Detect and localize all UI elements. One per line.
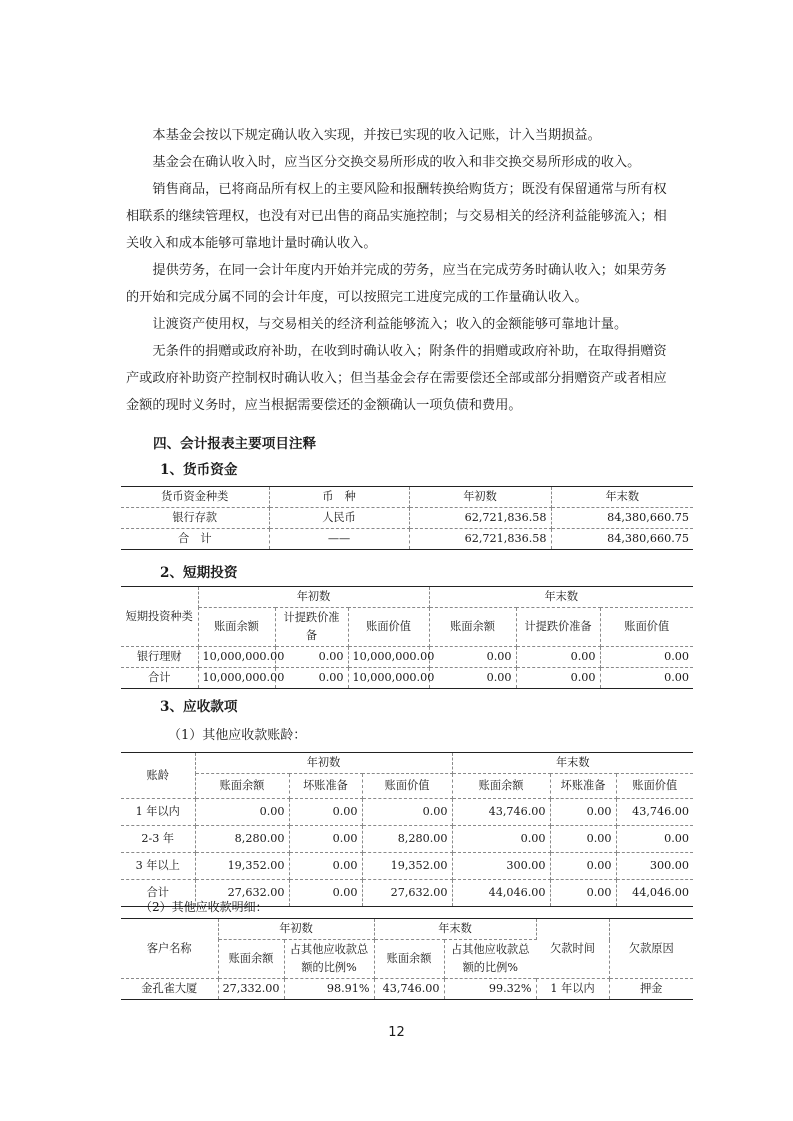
table-row [121, 979, 693, 1000]
table-header-row [121, 919, 693, 940]
receivable-heading: 3、应收款项 [160, 699, 238, 715]
table-cell: 合 计 [121, 529, 269, 550]
header-cell: 账龄 [121, 753, 195, 799]
header-cell: 欠款原因 [609, 919, 693, 979]
table-cell: 8,280.00 [362, 826, 452, 853]
table-cell: 0.00 [600, 647, 693, 668]
header-cell: 账面价值 [348, 608, 429, 647]
header-cell: 年初数 [198, 587, 429, 608]
header-cell: 货币资金种类 [121, 487, 269, 508]
paragraph-revenue-recognition: 本基金会按以下规定确认收入实现，并按已实现的收入记账，计入当期损益。 [152, 128, 601, 143]
table-cell: 0.00 [516, 668, 600, 689]
table-row [121, 799, 693, 826]
short-investment-table [121, 586, 693, 689]
table-cell: 0.00 [362, 799, 452, 826]
table-cell: 合计 [121, 880, 195, 907]
paragraph-exchange-distinction: 基金会在确认收入时，应当区分交换交易所形成的收入和非交换交易所形成的收入。 [152, 155, 641, 170]
table-cell: 98.91% [284, 979, 374, 1000]
header-cell: 年初数 [409, 487, 551, 508]
header-cell: 年初数 [218, 919, 374, 940]
header-cell: 账面价值 [362, 774, 452, 799]
table-cell: 银行存款 [121, 508, 269, 529]
paragraph-sales: 销售商品，已将商品所有权上的主要风险和报酬转换给购货方；既没有保留通常与所有权相联系的继续管理权，也没有对已出售的商品实施控制；与交易相关的经济利益能够流入；相关收入和成本能够可靠地计量时确认收入。 [126, 182, 667, 251]
cash-table [121, 486, 693, 550]
table-cell: 1 年以内 [536, 979, 609, 1000]
aging-subheading: （1）其他应收款账龄： [168, 728, 307, 743]
cash-heading: 1、货币资金 [160, 462, 238, 478]
table-cell: 1 年以内 [121, 799, 195, 826]
table-cell: 人民币 [269, 508, 409, 529]
header-cell: 短期投资种类 [121, 587, 198, 647]
table-cell: 84,380,660.75 [551, 529, 693, 550]
table-cell: 金孔雀大厦 [121, 979, 218, 1000]
table-cell: 0.00 [429, 668, 516, 689]
table-cell: 0.00 [429, 647, 516, 668]
table-cell: 0.00 [289, 880, 362, 907]
header-cell: 年初数 [195, 753, 452, 774]
table-cell: 2-3 年 [121, 826, 195, 853]
table-cell: 0.00 [516, 647, 600, 668]
header-cell: 坏账准备 [550, 774, 616, 799]
table-cell: 0.00 [600, 668, 693, 689]
table-cell: 84,380,660.75 [551, 508, 693, 529]
table-row [121, 853, 693, 880]
table-row [121, 826, 693, 853]
table-row [121, 668, 693, 689]
header-cell: 欠款时间 [536, 919, 609, 979]
header-cell: 账面价值 [600, 608, 693, 647]
header-cell: 账面余额 [452, 774, 550, 799]
table-header-row [121, 487, 693, 508]
header-cell: 占其他应收款总额的比例% [284, 940, 374, 979]
header-cell: 客户名称 [121, 919, 218, 979]
table-cell: 0.00 [275, 647, 348, 668]
header-cell: 年末数 [374, 919, 536, 940]
header-cell: 账面余额 [195, 774, 289, 799]
short-investment-heading: 2、短期投资 [160, 565, 238, 581]
table-header-row [121, 587, 693, 608]
table-cell: 27,332.00 [218, 979, 284, 1000]
table-cell: 62,721,836.58 [409, 529, 551, 550]
table-header-row [121, 608, 693, 647]
header-cell: 账面余额 [429, 608, 516, 647]
table-cell: 0.00 [550, 799, 616, 826]
table-cell: 0.00 [616, 826, 693, 853]
table-cell: 10,000,000.00 [198, 647, 275, 668]
table-cell: 押金 [609, 979, 693, 1000]
header-cell: 币 种 [269, 487, 409, 508]
table-cell: 0.00 [550, 853, 616, 880]
paragraph-donations: 无条件的捐赠或政府补助，在收到时确认收入；附条件的捐赠或政府补助，在取得捐赠资产或政府补助资产控制权时确认收入；但当基金会存在需要偿还全部或部分捐赠资产或者相应金额的现时义务时，应当根据需要偿还的金额确认一项负债和费用。 [126, 344, 667, 413]
table-header-row [121, 774, 693, 799]
header-cell: 计提跌价准备 [275, 608, 348, 647]
header-cell: 账面余额 [198, 608, 275, 647]
table-row [121, 647, 693, 668]
table-cell: 0.00 [275, 668, 348, 689]
header-cell: 坏账准备 [289, 774, 362, 799]
table-cell: 27,632.00 [362, 880, 452, 907]
table-cell: 10,000,000.00 [348, 668, 429, 689]
header-cell: 年末数 [429, 587, 693, 608]
paragraph-services: 提供劳务，在同一会计年度内开始并完成的劳务，应当在完成劳务时确认收入；如果劳务的开始和完成分属不同的会计年度，可以按照完工进度完成的工作量确认收入。 [126, 263, 667, 305]
table-cell: 8,280.00 [195, 826, 289, 853]
header-cell: 年末数 [551, 487, 693, 508]
table-cell: 0.00 [452, 826, 550, 853]
receivable-detail-table [121, 918, 693, 1000]
table-row [121, 508, 693, 529]
table-cell: 合计 [121, 668, 198, 689]
header-cell: 账面余额 [374, 940, 444, 979]
table-cell: 300.00 [616, 853, 693, 880]
header-cell: 账面余额 [218, 940, 284, 979]
header-cell: 占其他应收款总额的比例% [444, 940, 536, 979]
paragraph-asset-use: 让渡资产使用权，与交易相关的经济利益能够流入；收入的金额能够可靠地计量。 [152, 317, 628, 332]
table-cell: 19,352.00 [195, 853, 289, 880]
header-cell: 账面价值 [616, 774, 693, 799]
table-cell: 0.00 [289, 853, 362, 880]
detail-subheading: （2）其他应收款明细： [140, 900, 268, 914]
table-cell: 62,721,836.58 [409, 508, 551, 529]
table-cell: 银行理财 [121, 647, 198, 668]
table-cell: 10,000,000.00 [348, 647, 429, 668]
table-cell: 3 年以上 [121, 853, 195, 880]
page-number: 12 [388, 1025, 405, 1040]
header-cell: 年末数 [452, 753, 693, 774]
table-cell: 44,046.00 [452, 880, 550, 907]
table-cell: 99.32% [444, 979, 536, 1000]
section-heading: 四、会计报表主要项目注释 [153, 436, 317, 452]
table-cell: 19,352.00 [362, 853, 452, 880]
header-cell: 计提跌价准备 [516, 608, 600, 647]
table-cell: 43,746.00 [452, 799, 550, 826]
receivable-aging-table [121, 752, 693, 907]
table-header-row [121, 753, 693, 774]
table-row [121, 529, 693, 550]
table-cell: 27,632.00 [195, 880, 289, 907]
table-cell: 0.00 [289, 799, 362, 826]
table-cell: 0.00 [195, 799, 289, 826]
table-cell: 0.00 [550, 880, 616, 907]
table-cell: 44,046.00 [616, 880, 693, 907]
table-cell: —— [269, 529, 409, 550]
table-cell: 0.00 [289, 826, 362, 853]
table-cell: 0.00 [550, 826, 616, 853]
table-cell: 10,000,000.00 [198, 668, 275, 689]
table-cell: 300.00 [452, 853, 550, 880]
table-cell: 43,746.00 [374, 979, 444, 1000]
table-cell: 43,746.00 [616, 799, 693, 826]
